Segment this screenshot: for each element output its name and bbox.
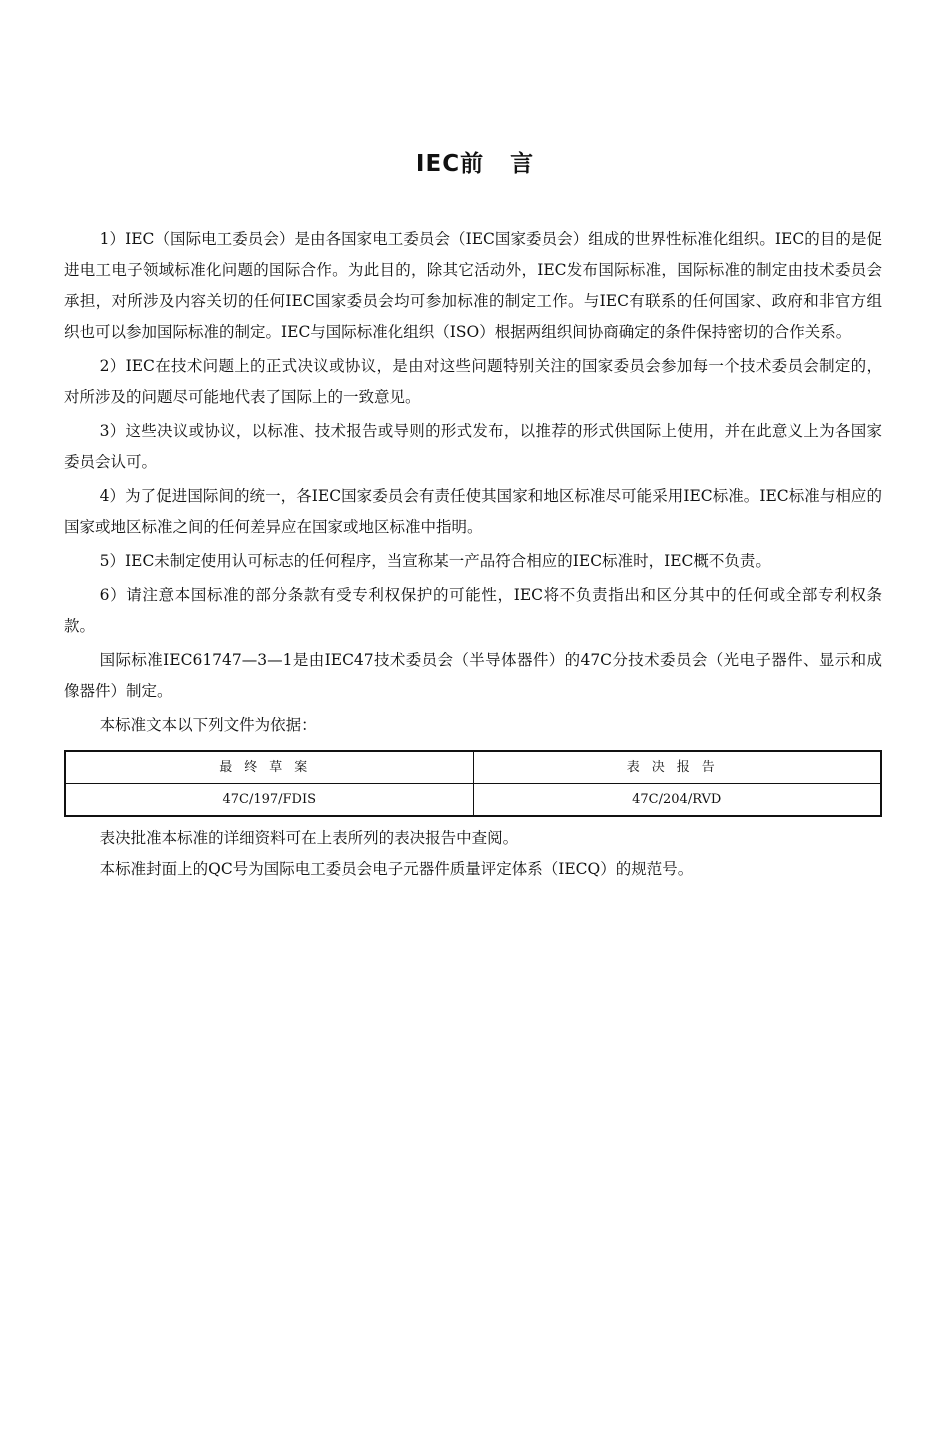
after-table-notes [64,823,882,885]
paragraph-6: 6）请注意本国标准的部分条款有受专利权保护的可能性，IEC将不负责指出和区分其中的任何或全部专利权条款。 [64,586,882,635]
paragraph-origin: 国际标准IEC61747—3—1是由IEC47技术委员会（半导体器件）的47C分技术委员会（光电子器件、显示和成像器件）制定。 [64,651,882,700]
cell-fdis: 47C/197/FDIS [65,784,473,817]
paragraph-3: 3）这些决议或协议，以标准、技术报告或导则的形式发布，以推荐的形式供国际上使用，并在此意义上为各国家委员会认可。 [64,422,882,471]
page-title [0,145,950,178]
foreword-body [64,224,882,885]
paragraph-1: 1）IEC（国际电工委员会）是由各国家电工委员会（IEC国家委员会）组成的世界性标准化组织。IEC的目的是促进电工电子领域标准化问题的国际合作。为此目的，除其它活动外，IEC发布国际标准，国际标准的制定由技术委员会承担，对所涉及内容关切的任何IEC国家委员会均可参加标准的制定工作。与IEC有联系的任何国家、政府和非官方组织也可以参加国际标准的制定。IEC与国际标准化组织（ISO）根据两组织间协商确定的条件保持密切的合作关系。 [64,230,882,341]
paragraph-basis-intro: 本标准文本以下列文件为依据： [99,716,317,734]
header-voting-report: 表决报告 [473,751,881,784]
title-suffix: 言 [510,151,535,177]
paragraph-voting-details: 表决批准本标准的详细资料可在上表所列的表决报告中查阅。 [99,829,519,847]
header-final-draft: 最终草案 [65,751,473,784]
table-header-row [65,751,881,784]
paragraph-2: 2）IEC在技术问题上的正式决议或协议，是由对这些问题特别关注的国家委员会参加每一个技术委员会制定的，对所涉及的问题尽可能地代表了国际上的一致意见。 [64,357,882,406]
title-prefix: IEC前 [415,151,485,177]
table-row [65,784,881,817]
paragraph-5: 5）IEC未制定使用认可标志的任何程序，当宣称某一产品符合相应的IEC标准时，IEC概不负责。 [99,552,771,570]
basis-document-table [64,750,882,817]
paragraph-4: 4）为了促进国际间的统一，各IEC国家委员会有责任使其国家和地区标准尽可能采用IEC标准。IEC标准与相应的国家或地区标准之间的任何差异应在国家或地区标准中指明。 [64,487,882,536]
cell-rvd: 47C/204/RVD [473,784,881,817]
paragraph-qc-number: 本标准封面上的QC号为国际电工委员会电子元器件质量评定体系（IECQ）的规范号。 [99,860,694,878]
